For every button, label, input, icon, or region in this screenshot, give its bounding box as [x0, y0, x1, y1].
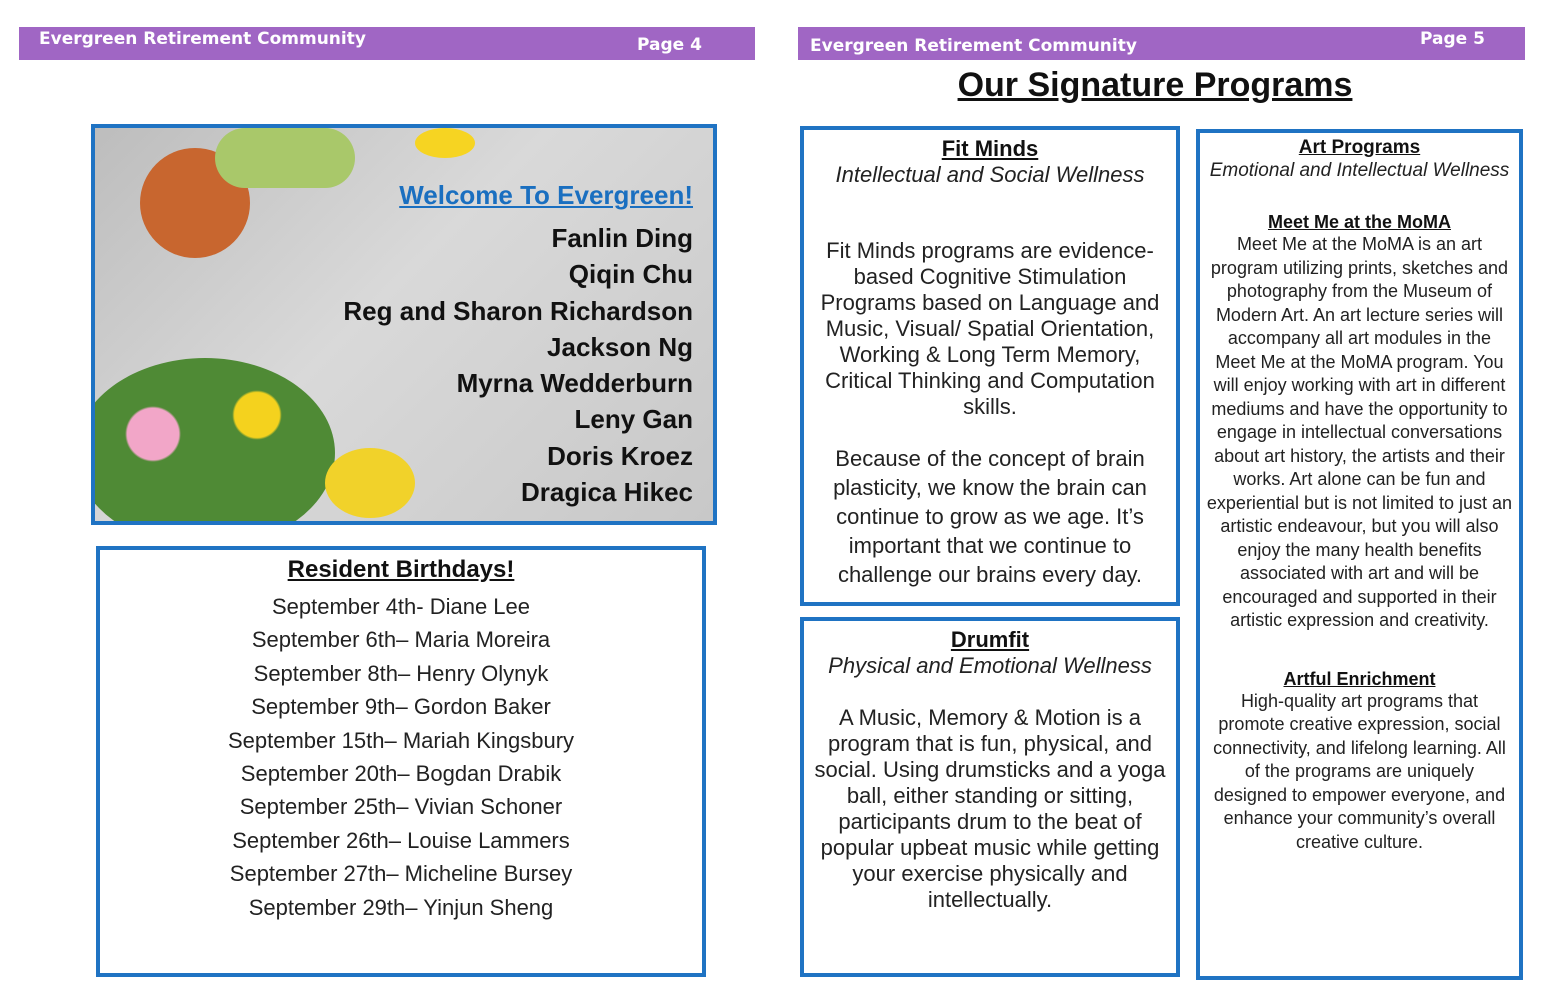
resident-name: Fanlin Ding — [551, 223, 693, 253]
fit-minds-description: Fit Minds programs are evidence-based Cognitive Stimulation Programs based on Language and Music, Visual/ Spatial Orientation, Working & Long Term Memory, Critical Thinking and Computation skills. — [820, 238, 1160, 419]
resident-name: Leny Gan — [574, 404, 693, 435]
birthday-item: September 26th– Louise Lammers — [232, 827, 570, 853]
moma-description: Meet Me at the MoMA is an art program utilizing prints, sketches and photography from the Museum of Modern Art. An art lecture series will accompany all art modules in the Meet Me at the MoMA program. You will enjoy working with art in different mediums and have the opportunity to engage in intellectual conversations about art history, the artists and their works. Art alone can be fun and experiential but is not limited to just an artistic endeavour, but you will also enjoy the many health benefits associated with art and will be encouraged and supported in their artistic expression and creativity. — [1206, 234, 1513, 630]
artful-enrichment-description: High-quality art programs that promote creative expression, social connectivity, and lifelong learning. All of the programs are uniquely designed to empower everyone, and enhance your community’s overall creative culture. — [1213, 690, 1506, 852]
resident-name: Myrna Wedderburn — [456, 368, 693, 399]
page-number: Page 4 — [637, 35, 702, 55]
birthday-item: September 27th– Micheline Bursey — [229, 861, 573, 887]
birthday-item: September 4th- Diane Lee — [271, 594, 531, 619]
drumfit-title: Drumfit — [950, 627, 1030, 652]
resident-name: Qiqin Chu — [568, 259, 693, 290]
header-title: Evergreen Retirement Community — [810, 36, 1137, 56]
birthday-item: September 8th– Henry Olynyk — [253, 660, 549, 686]
header-title: Evergreen Retirement Community — [39, 29, 366, 49]
birthday-item: September 20th– Bogdan Drabik — [240, 761, 562, 787]
fit-minds-title: Fit Minds — [941, 136, 1039, 161]
resident-name: Jackson Ng — [547, 331, 693, 362]
moma-title: Meet Me at the MoMA — [1267, 212, 1451, 232]
art-programs-box — [1196, 129, 1523, 980]
daffodil-decoration — [415, 128, 475, 158]
new-residents-list — [343, 220, 693, 510]
welcome-title: Welcome To Evergreen! — [399, 180, 693, 210]
drumfit-subtitle: Physical and Emotional Wellness — [828, 653, 1152, 678]
fit-minds-box — [800, 126, 1180, 606]
page-5-header — [798, 27, 1525, 60]
birthday-item: September 29th– Yinjun Sheng — [248, 894, 554, 920]
drumfit-description: A Music, Memory & Motion is a program that is fun, physical, and social. Using drumsticks and a yoga ball, either standing or sitting, participants drum to the beat of popular upbeat music while getting your exercise physically and intellectually. — [814, 705, 1166, 912]
page-title: Our Signature Programs — [957, 66, 1353, 104]
page-number: Page 5 — [1420, 29, 1485, 49]
watering-can-decoration — [215, 128, 355, 188]
resident-name: Dragica Hikec — [521, 477, 693, 508]
welcome-garden-image — [91, 124, 717, 525]
flowers-decoration — [91, 358, 335, 525]
art-programs-title: Art Programs — [1298, 137, 1421, 158]
fit-minds-brain-plasticity: Because of the concept of brain plasticity, we know the brain can continue to grow as we age. It’s important that we continue to challenge our brains every day. — [833, 446, 1147, 587]
resident-name: Doris Kroez — [547, 440, 693, 471]
drumfit-box — [800, 617, 1180, 977]
resident-name: Reg and Sharon Richardson — [343, 295, 693, 326]
birthday-item: September 25th– Vivian Schoner — [239, 794, 563, 820]
artful-enrichment-title: Artful Enrichment — [1283, 668, 1436, 689]
page-4-header — [19, 27, 755, 60]
birthday-item: September 9th– Gordon Baker — [251, 694, 551, 720]
art-programs-subtitle: Emotional and Intellectual Wellness — [1209, 160, 1510, 181]
birthday-item: September 15th– Mariah Kingsbury — [227, 727, 575, 753]
birthdays-box — [96, 546, 706, 977]
birthday-item: September 6th– Maria Moreira — [251, 627, 551, 653]
fit-minds-subtitle: Intellectual and Social Wellness — [835, 162, 1145, 187]
birthdays-title: Resident Birthdays! — [287, 556, 515, 583]
